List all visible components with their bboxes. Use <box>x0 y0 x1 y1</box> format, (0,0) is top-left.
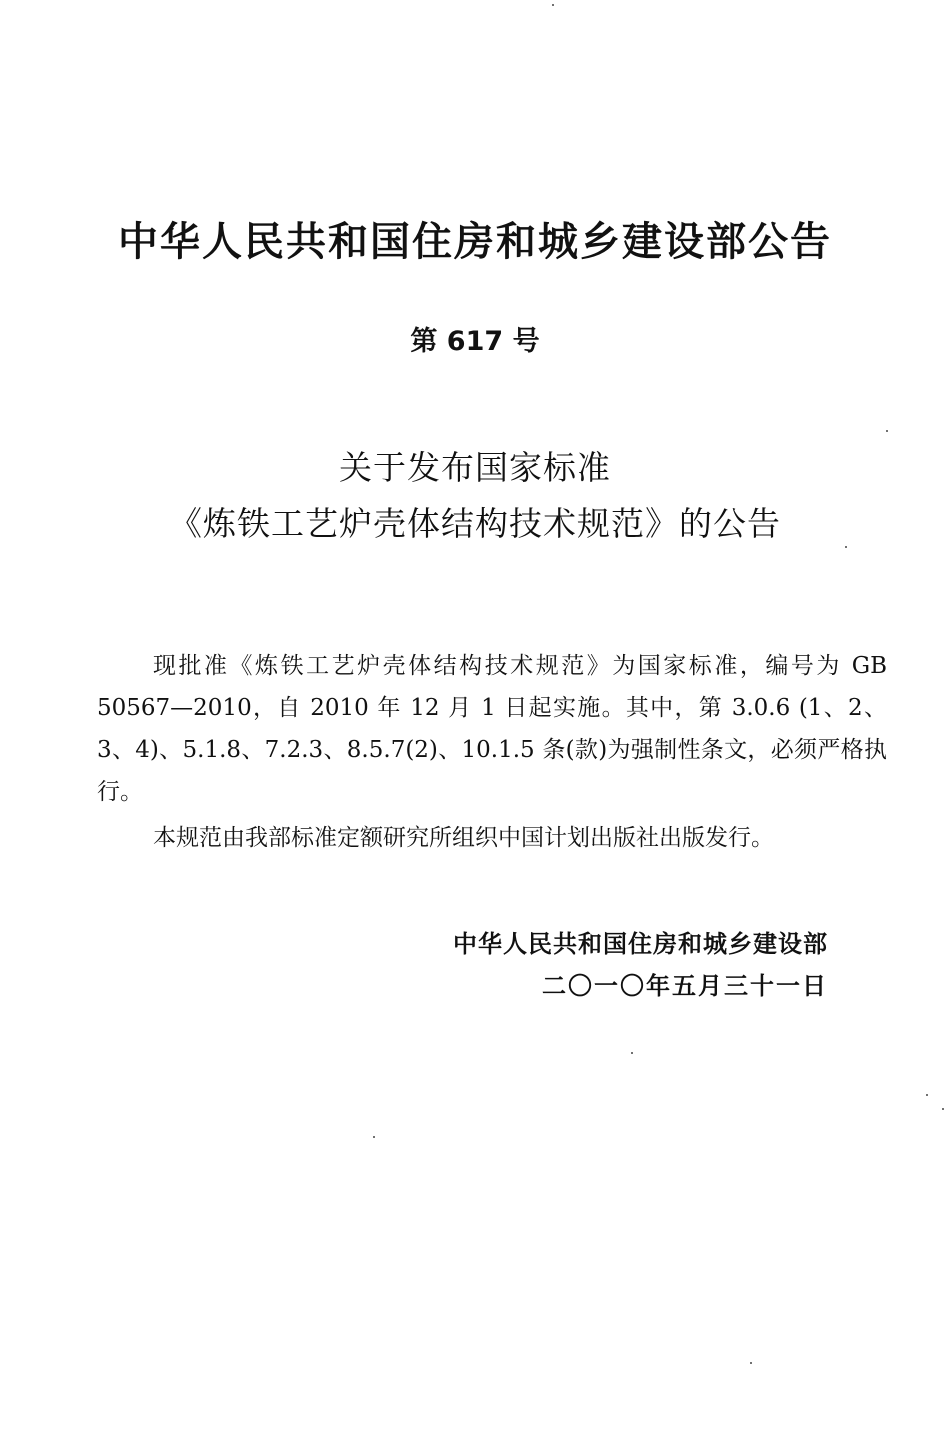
subject-line-2: 《炼铁工艺炉壳体结构技术规范》的公告 <box>169 504 781 543</box>
body-paragraph-2: 本规范由我部标准定额研究所组织中国计划出版社出版发行。 <box>153 825 774 851</box>
scan-speck <box>750 1362 752 1364</box>
signature-organization: 中华人民共和国住房和城乡建设部 <box>453 930 828 958</box>
scan-speck <box>845 546 847 548</box>
subject-line-1: 关于发布国家标准 <box>339 448 611 487</box>
scan-speck <box>552 4 554 6</box>
scan-speck <box>373 1136 375 1138</box>
body-paragraph-1: 现批准《炼铁工艺炉壳体结构技术规范》为国家标准，编号为 GB 50567—2010，自 2010 年 12 月 1 日起实施。其中，第 3.0.6 (1、2、3、4)、5.1.8、7.2.3、8.5.7(2)、10.1.5 条(款)为强制性条文，必须严格执行。 <box>97 653 887 805</box>
scan-speck <box>926 1094 928 1096</box>
signature-date: 二〇一〇年五月三十一日 <box>542 972 828 1000</box>
scan-speck <box>631 1052 633 1054</box>
announcement-number: 第 617 号 <box>410 326 540 357</box>
scan-speck <box>942 1108 944 1110</box>
issuer-title: 中华人民共和国住房和城乡建设部公告 <box>118 219 832 265</box>
scan-speck <box>886 430 888 432</box>
